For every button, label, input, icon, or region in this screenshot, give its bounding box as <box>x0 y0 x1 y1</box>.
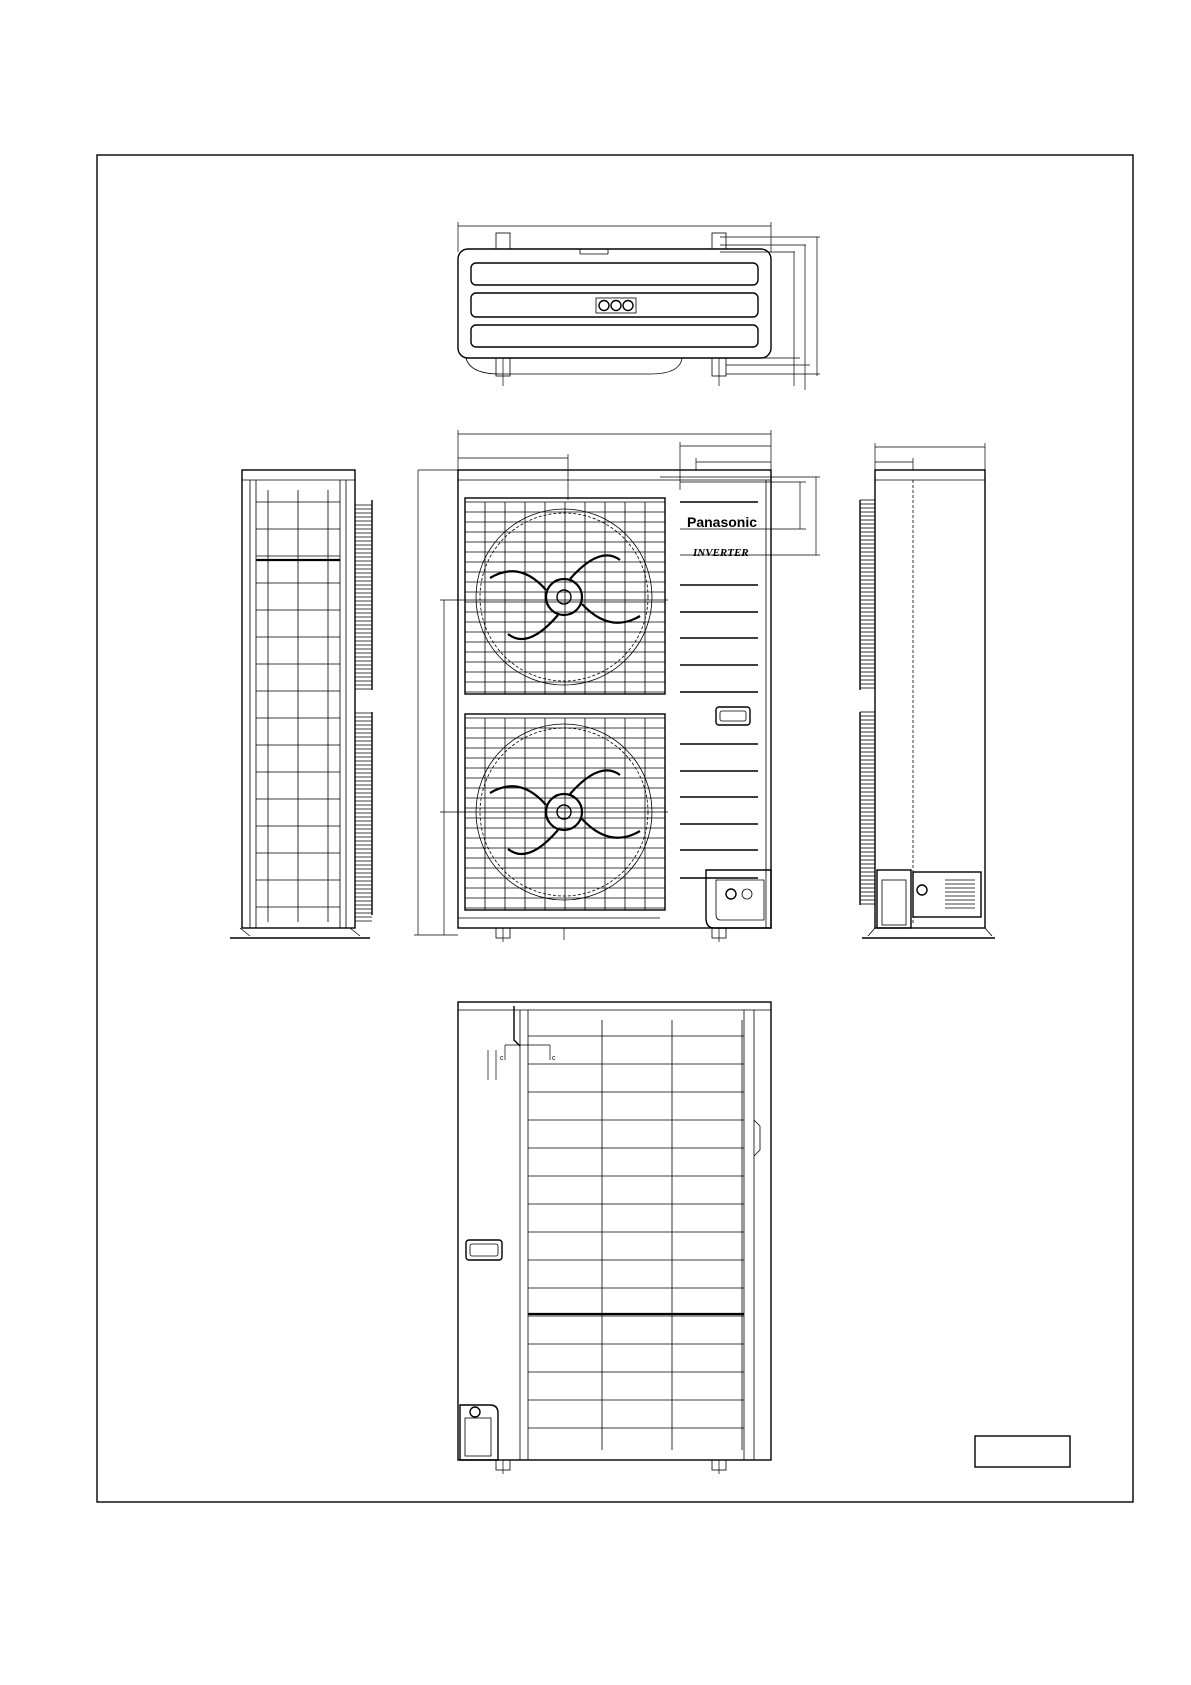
right-side-view <box>860 443 995 938</box>
series-logo: INVERTER <box>693 547 749 559</box>
left-side-view <box>230 470 372 938</box>
brand-logo: Panasonic <box>687 514 758 530</box>
section-marker-left: c <box>500 1055 504 1062</box>
section-marker-right: c <box>552 1055 556 1062</box>
drawing-frame <box>97 155 1133 1502</box>
rear-view <box>458 1002 771 1474</box>
title-block <box>975 1436 1070 1467</box>
top-view <box>458 222 820 390</box>
front-view <box>414 430 820 942</box>
carry-handle <box>716 707 750 725</box>
